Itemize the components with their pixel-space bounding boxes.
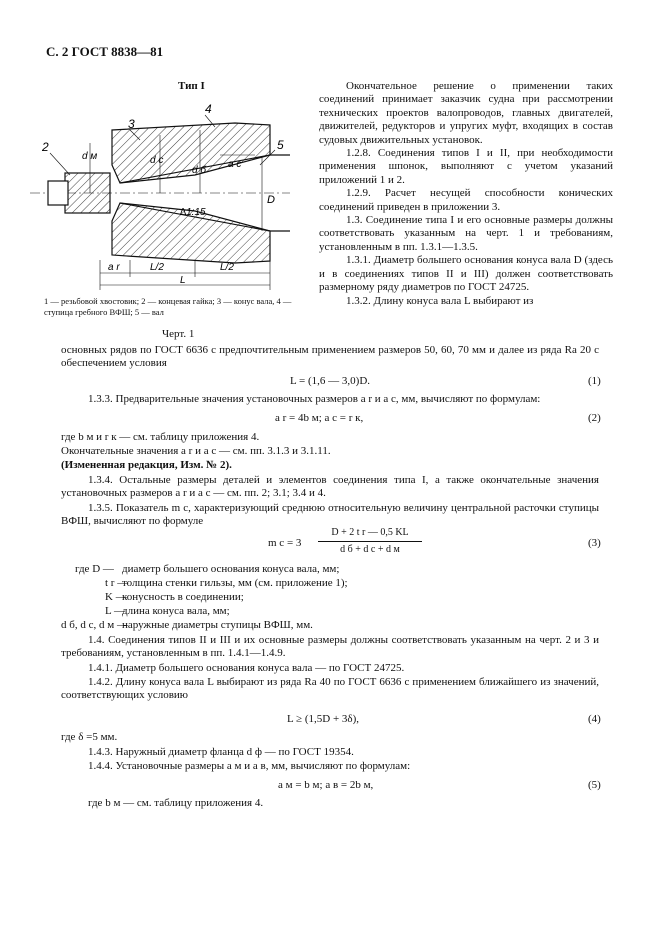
- paragraph-1-4-3: 1.4.3. Наружный диаметр фланца d ф — по ГОСТ 19354.: [88, 746, 354, 758]
- formula-3-number: (3): [588, 537, 601, 549]
- paragraph-1-3-2: 1.3.2. Длину конуса вала L выбирают из: [346, 294, 534, 307]
- paragraph-1-3-3: 1.3.3. Предварительные значения установочных размеров a r и a c, мм, вычисляют по формулам:: [88, 393, 541, 405]
- dim-taper: ∆1:15: [180, 207, 206, 218]
- where-tr-txt: толщина стенки гильзы, мм (см. приложение 1);: [122, 577, 348, 589]
- dim-L-half-1: L/2: [150, 262, 164, 273]
- formula-3-fraction-bar: [318, 541, 422, 542]
- dim-L-half-2: L/2: [220, 262, 234, 273]
- paragraph-1-3-5-text: 1.3.5. Показатель m c, характеризующий среднюю относительную величину центральной расточки ступицы ВФШ, вычисляют по формуле: [61, 502, 599, 528]
- technical-drawing: [20, 95, 305, 295]
- paragraph-1-3-2-cont: основных рядов по ГОСТ 6636 с предпочтительным применением размеров 50, 60, 70 мм и далее из ряда Ra 20 с обеспечением условия: [61, 344, 599, 370]
- dim-dm: d м: [82, 151, 98, 162]
- page-header: С. 2 ГОСТ 8838—81: [46, 44, 164, 59]
- formula-4: L ≥ (1,5D + 3δ),: [287, 713, 360, 725]
- where-tr-sym: t r —: [105, 577, 129, 589]
- formula-5-number: (5): [588, 779, 601, 791]
- formula-5: a м = b м; a в = 2b м,: [278, 779, 374, 791]
- threaded-tail: [48, 181, 68, 205]
- paragraph-1-3-3-where: где b м и r к — см. таблицу приложения 4.: [61, 431, 260, 443]
- where-d-txt: наружные диаметры ступицы ВФШ, мм.: [122, 619, 313, 631]
- leader-2: [50, 153, 70, 175]
- formula-2-number: (2): [588, 412, 601, 424]
- paragraph-1-4-2-where: где δ =5 мм.: [61, 731, 118, 743]
- callout-4: 4: [205, 102, 212, 116]
- dim-D: D: [267, 194, 275, 206]
- paragraph-1-2-9: 1.2.9. Расчет несущей способности конических соединений приведен в приложении 3.: [319, 187, 613, 213]
- where-D-sym: где D —: [75, 563, 114, 575]
- paragraph-1-3-1: 1.3.1. Диаметр большего основания конуса вала D (здесь и в соединениях типов II и III) должен соответствовать размерному ряду диаметров по ГОСТ 24725.: [319, 254, 613, 294]
- callout-5: 5: [277, 138, 284, 152]
- dim-dc: d c: [150, 155, 164, 166]
- dim-ar: a r: [108, 262, 120, 273]
- formula-3-numerator: D + 2 t r — 0,5 KL: [331, 527, 409, 538]
- paragraph-decision: Окончательное решение о применении таких соединений принимает заказчик судна при рассмотрении технических проектов валопроводов, главных двигателей, движителей, редукторов и упругих муфт, входящих в состав судовых движительных установок.: [319, 80, 613, 146]
- where-D-txt: диаметр большего основания конуса вала, мм;: [122, 563, 340, 575]
- where-K-sym: K —: [105, 591, 127, 603]
- paragraph-1-4-4: 1.4.4. Установочные размеры a м и a в, мм, вычисляют по формулам:: [88, 760, 411, 772]
- figure-caption: 1 — резьбовой хвостовик; 2 — концевая гайка; 3 — конус вала, 4 — ступица гребного ВФШ; 5 — вал: [44, 296, 292, 317]
- paragraph-1-3-3-final: Окончательные значения a r и a c — см. пп. 3.1.3 и 3.1.11.: [61, 445, 331, 457]
- paragraph-1-4-2-text: 1.4.2. Длину конуса вала L выбирают из ряда Ra 40 по ГОСТ 6636 с применением ближайшего из значений, соответствующих условию: [61, 676, 599, 702]
- paragraph-1-4: [61, 634, 599, 661]
- formula-1: L = (1,6 — 3,0)D.: [290, 375, 371, 387]
- paragraph-1-4-4-where: где b м — см. таблицу приложения 4.: [88, 797, 264, 809]
- paragraph-1-4-2: [61, 676, 599, 703]
- right-column: [319, 80, 613, 308]
- callout-2: 2: [42, 140, 49, 154]
- where-K-txt: конусность в соединении;: [122, 591, 244, 603]
- figure-title: Тип I: [178, 80, 205, 92]
- where-L-sym: L —: [105, 605, 126, 617]
- paragraph-1-4-text: 1.4. Соединения типов II и III и их основные размеры должны соответствовать указанным на черт. 2 и 3 и требованиям, установленным в пп. 1.4.1—1.4.9.: [61, 634, 599, 660]
- where-d-sym: d б, d c, d м —: [61, 619, 128, 631]
- dim-ac: a c: [228, 159, 242, 170]
- paragraph-1-3-4: [61, 474, 599, 501]
- formula-3-denominator: d б + d c + d м: [340, 544, 400, 555]
- dim-db: d б: [192, 165, 206, 176]
- paragraph-1-2-8: 1.2.8. Соединения типов I и II, при необходимости применения шпонок, выполняют с учетом указаний приложений 1 и 2.: [319, 147, 613, 186]
- paragraph-1-3: 1.3. Соединение типа I и его основные размеры должны соответствовать указанным на черт. 1 и требованиям, установленным в пп. 1.3.1—1.3.5.: [319, 214, 613, 253]
- formula-2: a r = 4b м; a c = r к,: [275, 412, 364, 424]
- formula-3-lhs: m c = 3: [268, 537, 302, 549]
- paragraph-1-4-1: 1.4.1. Диаметр большего основания конуса вала — по ГОСТ 24725.: [88, 662, 405, 674]
- hub-upper: [112, 123, 270, 183]
- dim-L: L: [180, 275, 186, 286]
- end-nut: [65, 173, 110, 213]
- paragraph-1-3-5: [61, 502, 599, 529]
- formula-4-number: (4): [588, 713, 601, 725]
- callout-3: 3: [128, 117, 135, 131]
- where-L-txt: длина конуса вала, мм;: [122, 605, 230, 617]
- formula-1-number: (1): [588, 375, 601, 387]
- change-note: (Измененная редакция, Изм. № 2).: [61, 459, 232, 471]
- figure-label: Черт. 1: [162, 328, 195, 340]
- paragraph-1-3-4-text: 1.3.4. Остальные размеры деталей и элементов соединения типа I, а также окончательные значения установочных размеров a r и a c — см. пп. 2; 3.1; 3.4 и 4.: [61, 474, 599, 500]
